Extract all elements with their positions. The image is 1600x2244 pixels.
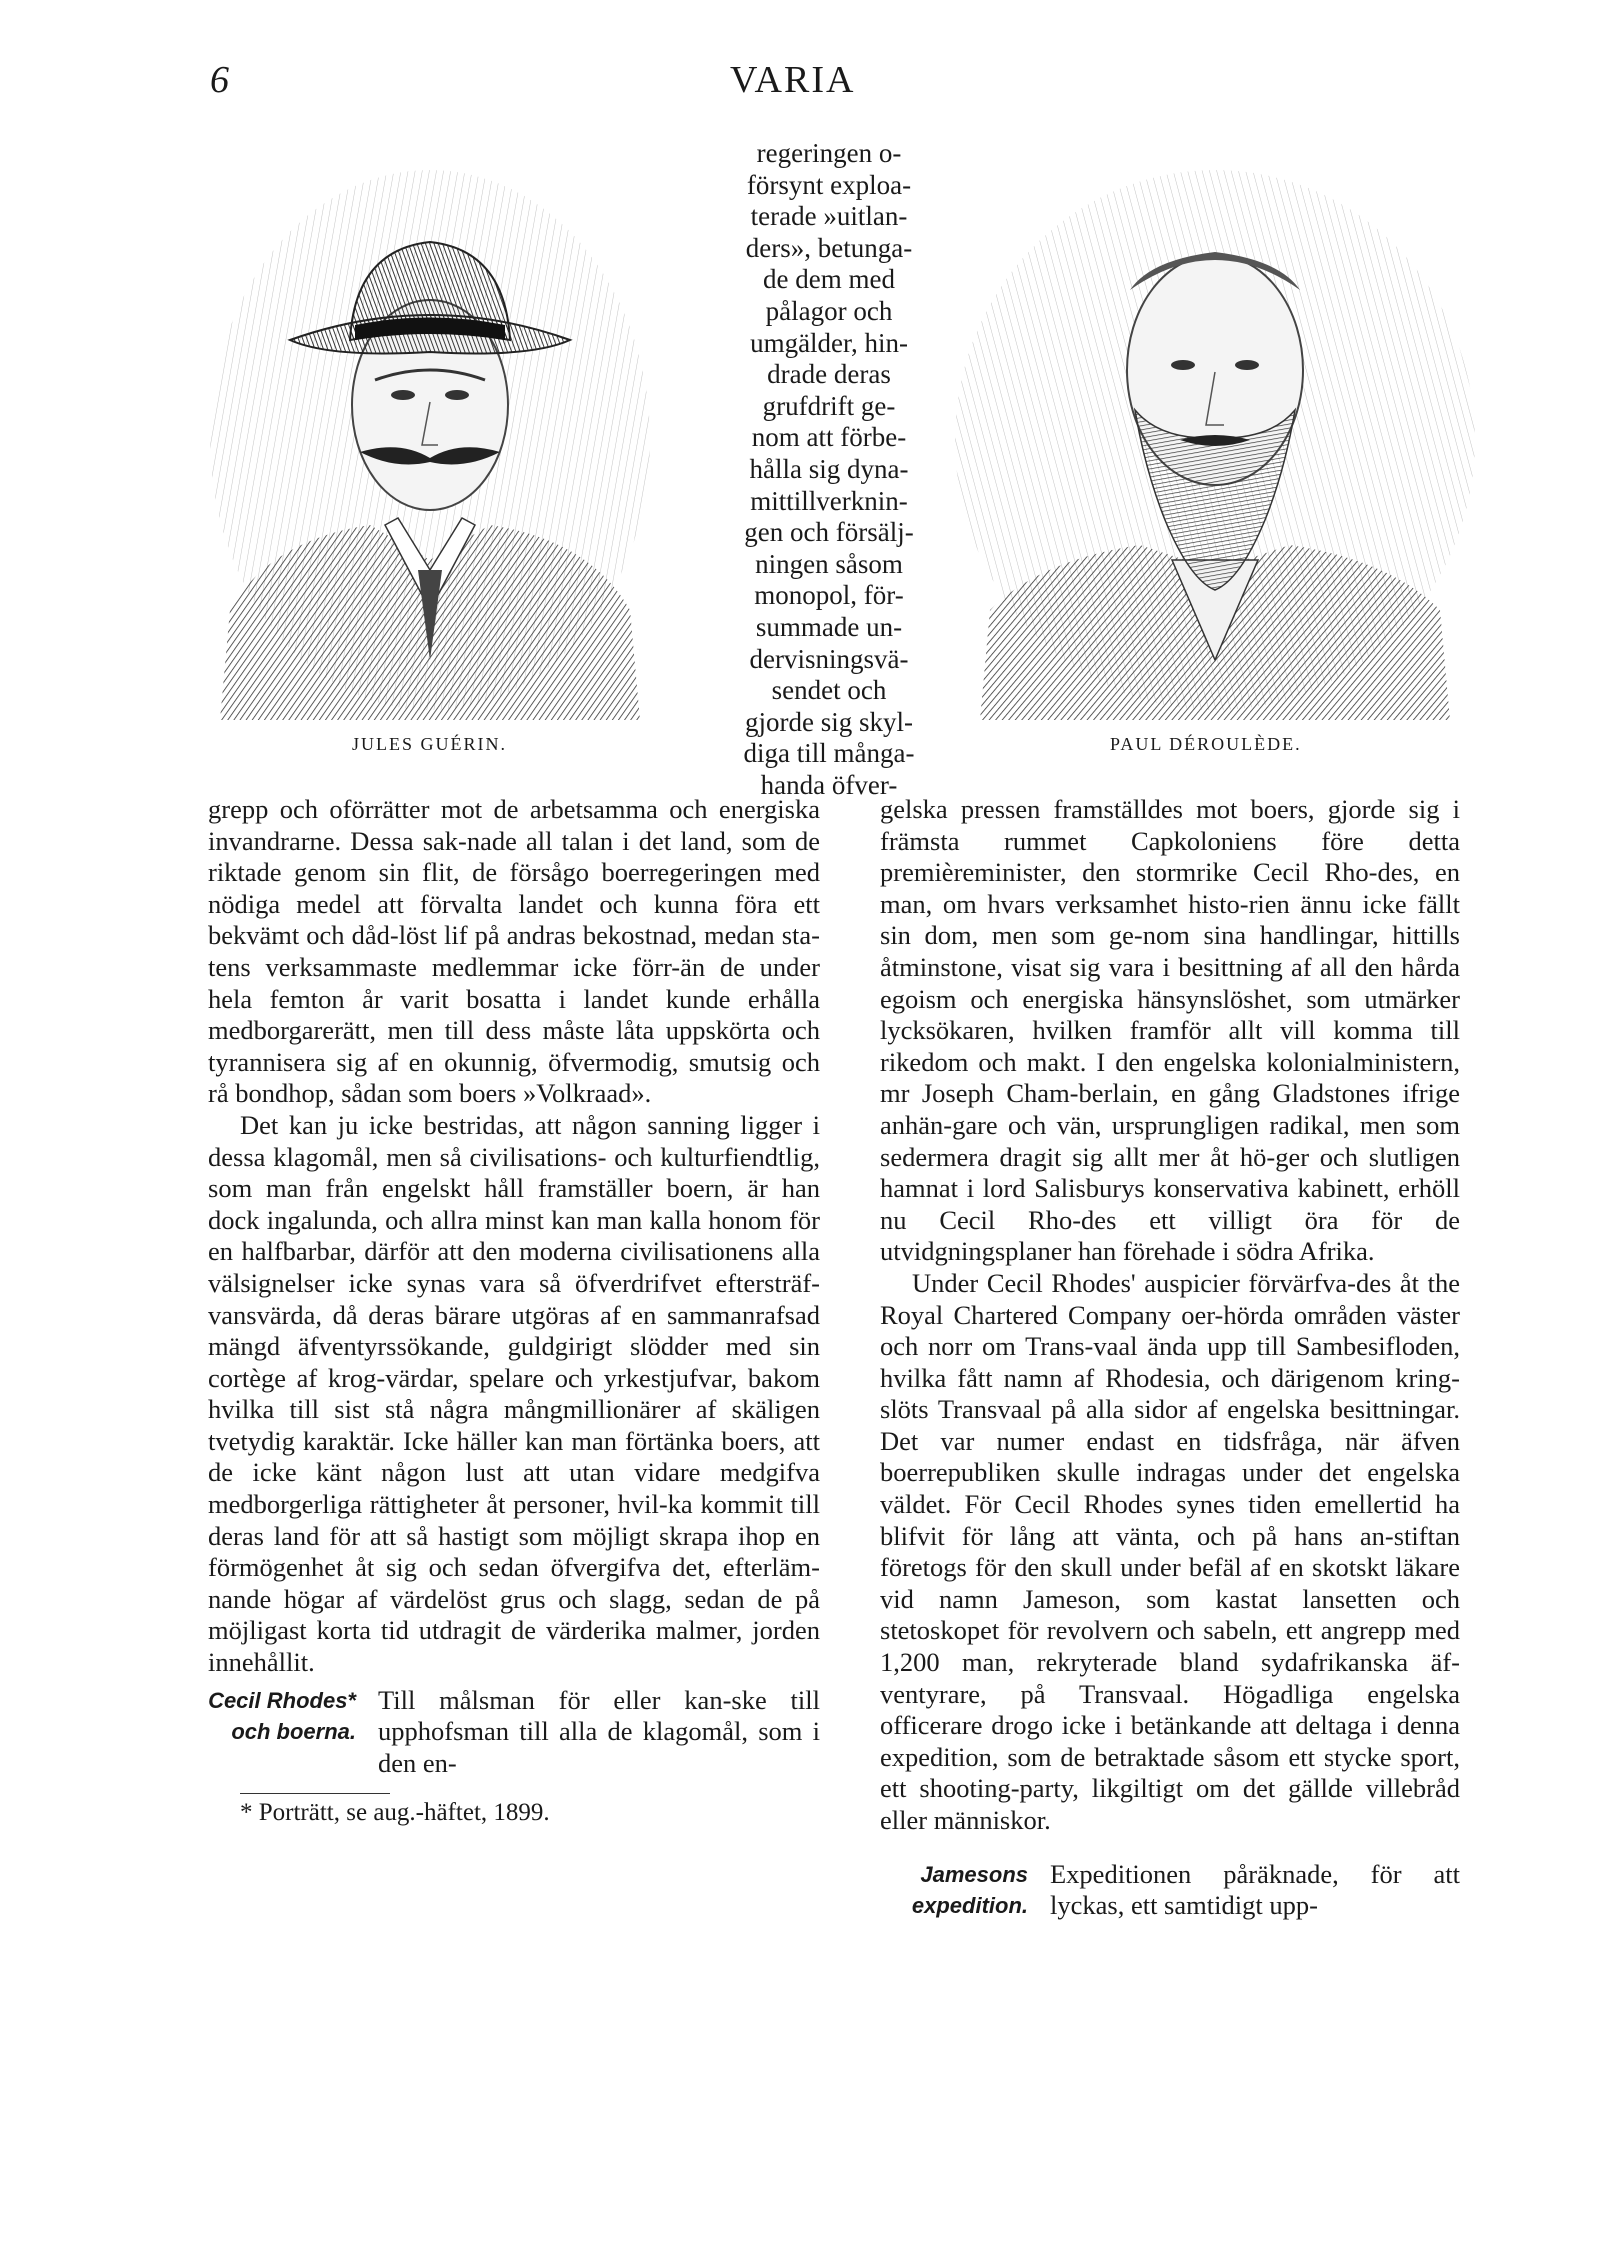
text-line: ningen såsom bbox=[755, 548, 903, 579]
text-line: gen och försälj- bbox=[744, 517, 914, 548]
text-line: handa öfver- bbox=[760, 769, 898, 800]
text-line: nom att förbe- bbox=[751, 422, 907, 453]
text-line: pålagor och bbox=[765, 295, 893, 326]
portrait-man-hat-image bbox=[200, 140, 660, 720]
text-line: terade »uitlan- bbox=[750, 201, 908, 232]
portrait-bearded-man-image bbox=[940, 140, 1490, 720]
text-line: monopol, för- bbox=[754, 580, 904, 611]
text-line: gjorde sig skyl- bbox=[745, 706, 913, 737]
page-number: 6 bbox=[210, 59, 229, 101]
sidenote-text: Expeditionen påräknade, för att lyckas, ett samtidigt upp- bbox=[1050, 1858, 1460, 1921]
text-line: drade deras bbox=[767, 359, 891, 390]
right-text-column bbox=[880, 794, 1460, 1922]
portrait-paul-deroulede bbox=[940, 140, 1490, 720]
text-line: grufdrift ge- bbox=[762, 390, 896, 421]
left-text-column bbox=[208, 794, 820, 1779]
running-head: VARIA bbox=[730, 59, 856, 101]
text-line: de dem med bbox=[763, 264, 895, 295]
text-line: mittillverknin- bbox=[750, 485, 908, 516]
text-line: umgälder, hin- bbox=[750, 327, 908, 358]
sidenote-jameson bbox=[880, 1859, 1460, 1922]
sidenote-text: Till målsman för eller kan-ske till upphofsman till alla de klagomål, som i den en- bbox=[378, 1684, 820, 1778]
text-line: försynt exploa- bbox=[746, 169, 912, 200]
middle-text-column bbox=[728, 138, 930, 801]
sidenote-cecil-rhodes bbox=[208, 1685, 820, 1780]
footnote: * Porträtt, se aug.-häftet, 1899. bbox=[240, 1799, 550, 1826]
text-line: summade un- bbox=[755, 611, 903, 642]
paragraph: gelska pressen framställdes mot boers, gjorde sig i främsta rummet Capkoloniens före detta premièreminister, den stormrike Cecil Rho-des, en man, om hvars verksamhet histo-rien ännu icke fällt sin dom, men som ge-nom sina handlingar, hittills åtminstone, visat sig vara i besittning af all den hårda egoism och energiska hänsynslöshet, som utmärker lycksökaren, hvilken framför allt vill komma till rikedom och makt. I den engelska kolonialministern, mr Joseph Cham-berlain, en gång Gladstones ifrige anhän-gare och vän, ursprungligen radikal, men som sedermera dragit sig allt mer åt hö-ger och slutligen hamnat i lord Salisburys konservativa kabinett, erhöll nu Cecil Rho-des ett villigt öra för de utvidgningsplaner han förehade i södra Afrika. bbox=[880, 794, 1460, 1267]
portrait-caption-left: JULES GUÉRIN. bbox=[352, 734, 507, 754]
text-line: diga till många- bbox=[743, 738, 915, 769]
paragraph: grepp och oförrätter mot de arbetsamma och energiska invandrarne. Dessa sak-nade all talan i det land, som de riktade genom sin flit, de försågo boerregeringen med nödiga medel att förvalta landet och kunna föra ett bekvämt och dåd-löst lif på andras bekostnad, medan sta-tens verksammaste medlemmar icke förr-än de under hela femton år varit bosatta i landet kunde erhålla medborgarerätt, men till dess måste låta uppskörta och tyrannisera sig af en okunnig, öfvermodig, smutsig och rå bondhop, sådan som boers »Volkraad». bbox=[208, 794, 820, 1109]
sidenote-heading: Cecil Rhodes* och boerna. bbox=[208, 1687, 356, 1745]
paragraph: Det kan ju icke bestridas, att någon sanning ligger i dessa klagomål, men så civilisations- och kulturfiendtlig, som man från engelskt håll framställer boern, är han dock ingalunda, och allra minst kan man kalla honom för en halfbarbar, därför att den moderna civilisationens alla välsignelser icke synas vara så öfverdrifvet eftersträf-vansvärda, då deras bärare utgöras af en sammanrafsad mängd äfventyrssökande, guldgirigt slödder med sin cortège af krog-värdar, spelare och yrkestjufvar, bakom hvilka till sist stå några mångmillionärer af skäligen tvetydig karaktär. Icke häller kan man förtänka boers, att de icke känt någon lust att utan vidare medgifva medborgerliga rättigheter åt personer, hvil-ka kommit till deras land för att så hastigt som möjligt skrapa ihop en förmögenhet åt sig och sedan öfvergifva det, efterläm-nande högar af värdelöst grus och slagg, sedan de på möjligast korta tid utdragit de värderika malmer, jorden innehållit. bbox=[208, 1109, 820, 1678]
text-line: sendet och bbox=[771, 675, 887, 706]
text-line: hålla sig dyna- bbox=[749, 453, 909, 484]
footnote-divider bbox=[240, 1793, 390, 1794]
portrait-jules-guerin bbox=[200, 140, 660, 720]
paragraph: Under Cecil Rhodes' auspicier förvärfva-des åt the Royal Chartered Company oer-hörda områden väster och norr om Trans-vaal ända upp till Sambesifloden, hvilka fått namn af Rhodesia, och därigenom kring-slöts Transvaal på alla sidor af engelska besittningar. Det var numer endast en tidsfråga, när äfven boerrepubliken skulle indragas under det engelska väldet. För Cecil Rhodes synes tiden emellertid ha blifvit för lång att vänta, och på hans an-stiftan företogs för den skull under befäl af en skotskt läkare vid namn Jameson, som kastat lansetten och stetoskopet för revolvern och sabeln, ett angrepp med 1,200 man, rekryterade bland sydafrikanska äf-ventyrare, på Transvaal. Högadliga engelska officerare drogo icke i betänkande att deltaga i denna expedition, som de betraktade såsom ett stycke sport, ett shooting-party, likgiltigt om det gällde villebråd eller människor. bbox=[880, 1267, 1460, 1835]
sidenote-heading: Jamesons expedition. bbox=[911, 1861, 1028, 1919]
text-line: regeringen o- bbox=[756, 138, 902, 168]
text-line: ders», betunga- bbox=[745, 232, 913, 263]
text-line: dervisningsvä- bbox=[749, 643, 909, 674]
portrait-caption-right: PAUL DÉROULÈDE. bbox=[1110, 734, 1302, 754]
